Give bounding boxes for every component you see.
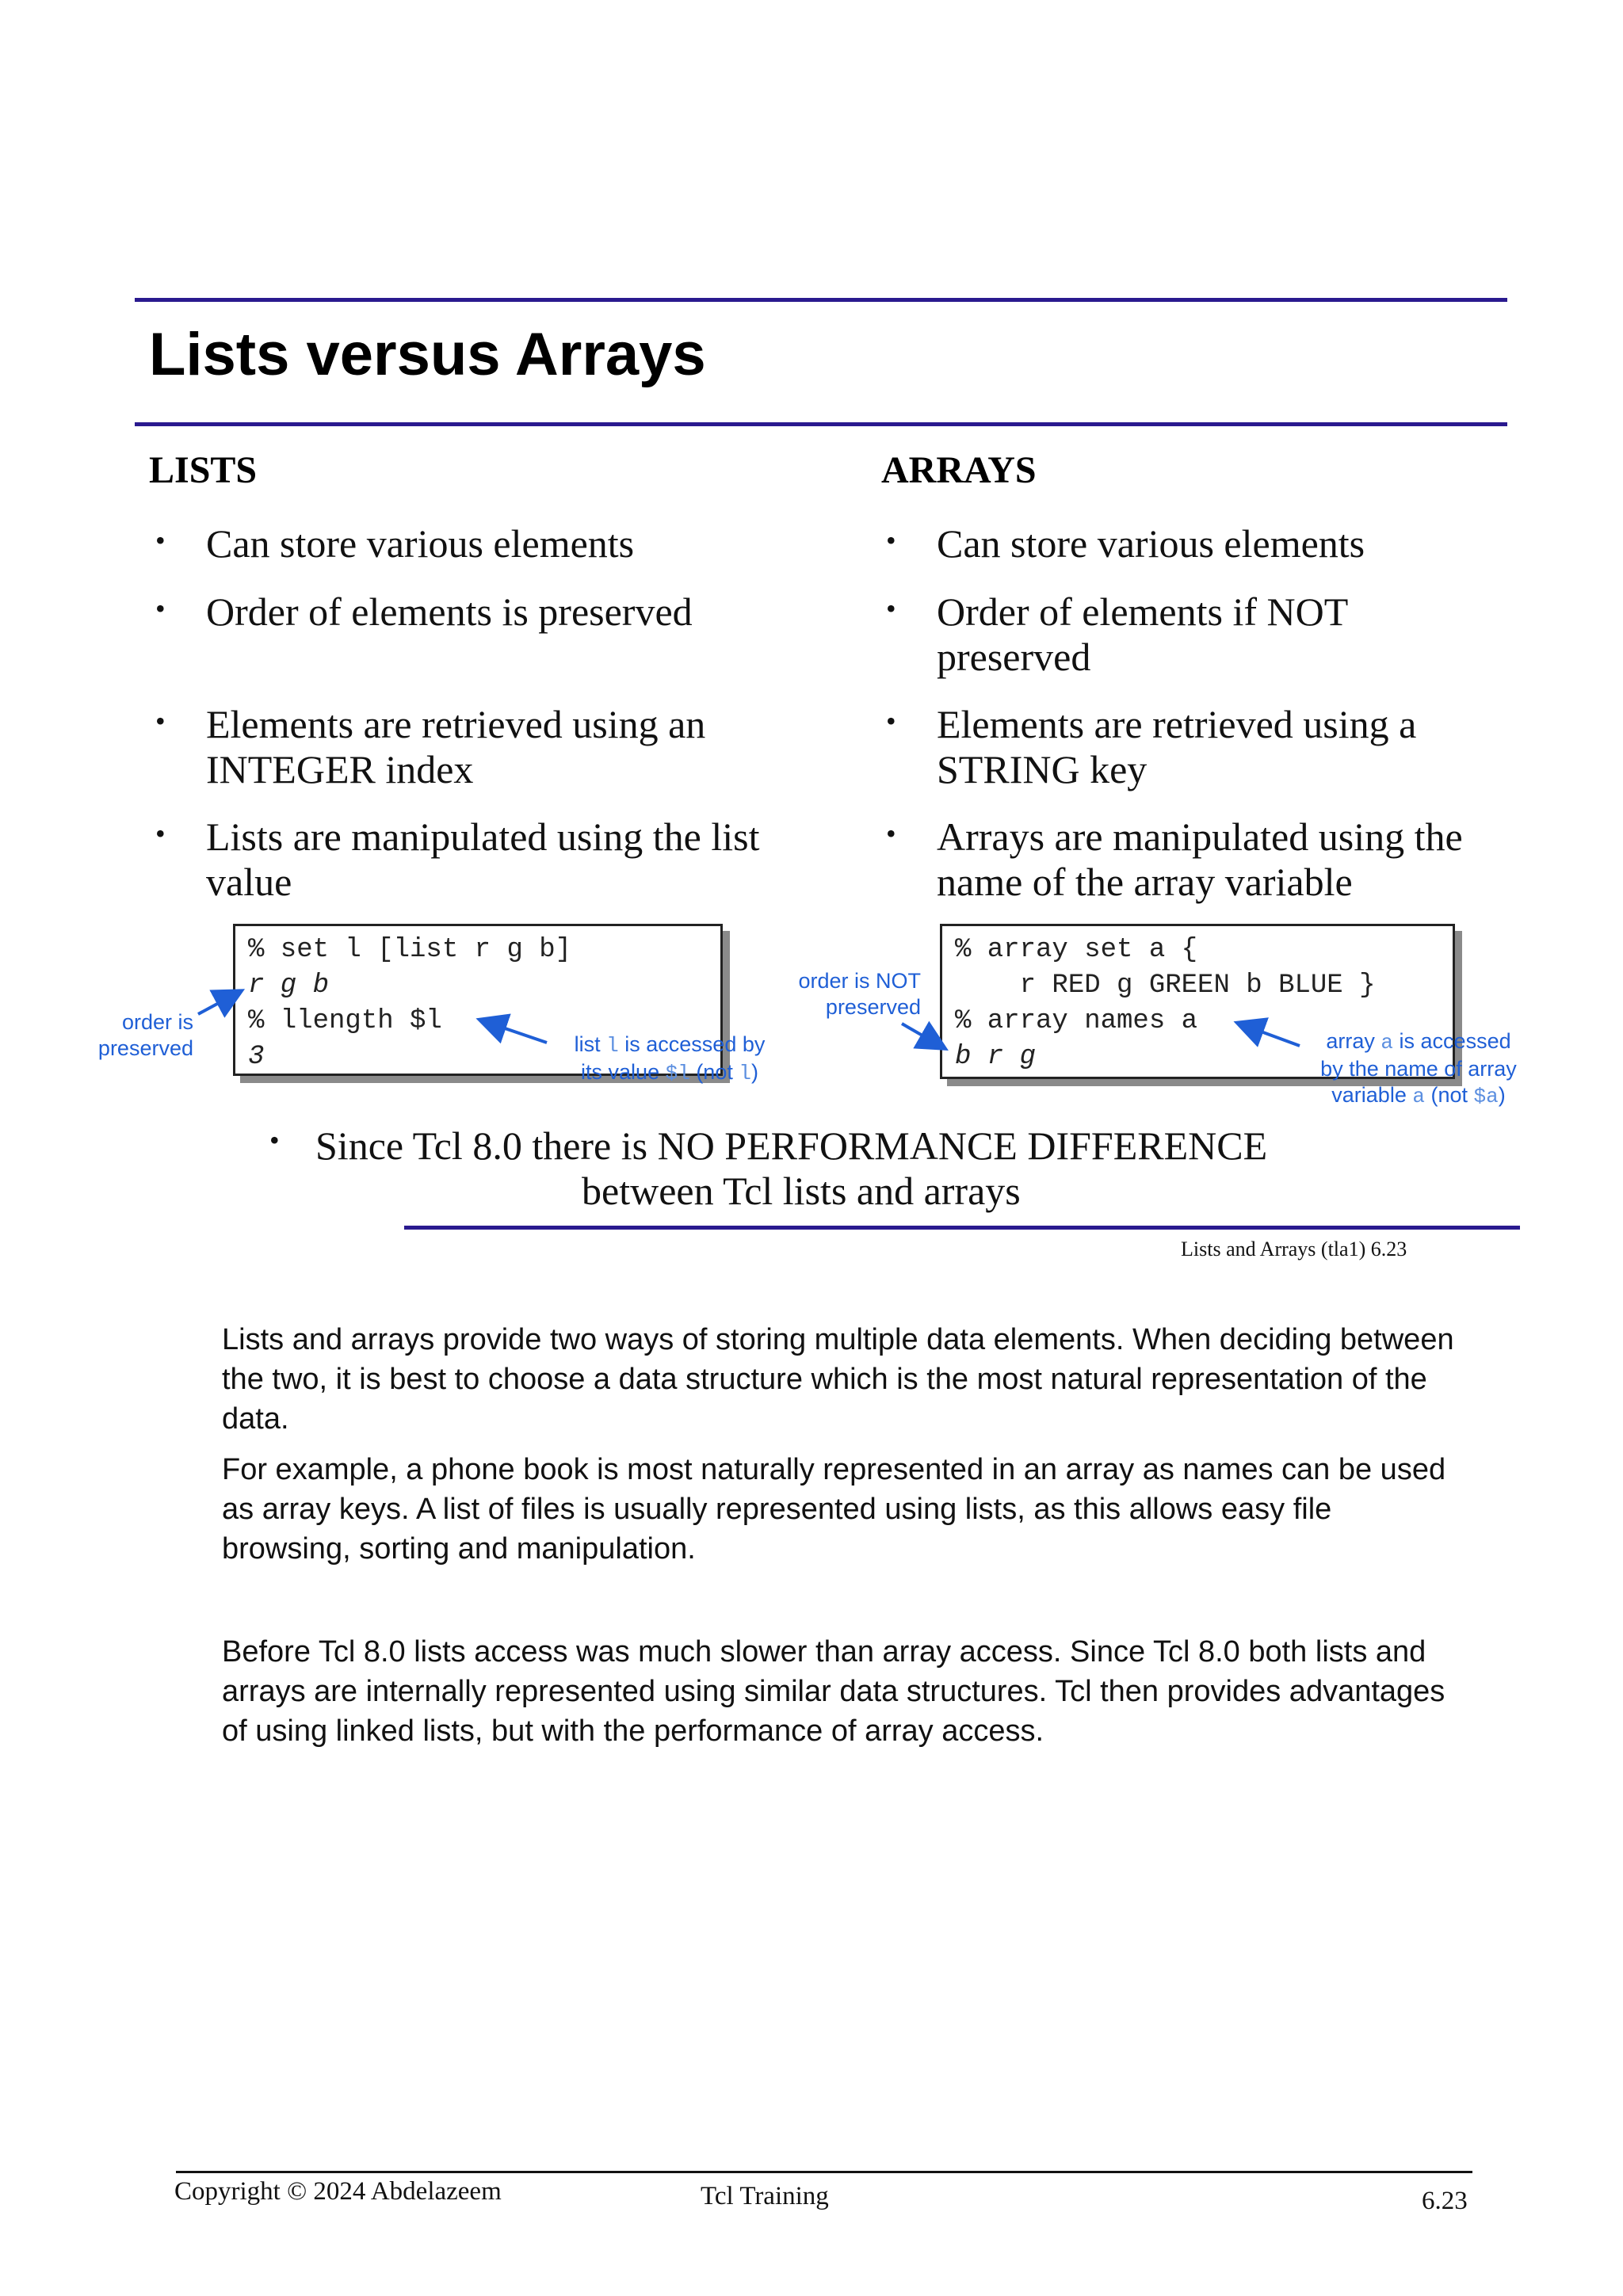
notes-paragraph-3: Before Tcl 8.0 lists access was much slower than array access. Since Tcl 8.0 both lists and arrays are internally represented using similar data structures. Tcl then provides advantages of using linked lists, but with the performance of array access.	[222, 1635, 1445, 1748]
code-line: % llength $l	[248, 1006, 442, 1036]
code-output: 3	[248, 1042, 265, 1072]
page-footer-rule	[176, 2171, 1472, 2173]
summary-bullet: Since Tcl 8.0 there is NO PERFORMANCE DIFFERENCE between Tcl lists and arrays	[315, 1123, 1268, 1213]
slide-title: Lists versus Arrays	[149, 321, 706, 388]
page-number: 6.23	[1422, 2187, 1468, 2215]
code-output: b r g	[955, 1042, 1037, 1072]
slide-bottom-rule	[404, 1226, 1520, 1230]
code-line: % array set a {	[955, 935, 1198, 965]
note-array-access: array a is accessed by the name of array variable a (not $a)	[1320, 1029, 1517, 1108]
notes-paragraph-2: For example, a phone book is most naturally represented in an array as names can be used as array keys. A list of files is usually represented using lists, as this allows easy file browsing, sorting and manipulation.	[222, 1453, 1446, 1566]
code-output: r g b	[248, 971, 330, 1001]
code-line: % set l [list r g b]	[248, 935, 572, 965]
arrow-order-preserved	[198, 992, 239, 1014]
course-name: Tcl Training	[701, 2182, 829, 2210]
arrow-array-access	[1239, 1024, 1300, 1046]
notes-paragraph-1: Lists and arrays provide two ways of storing multiple data elements. When deciding between the two, it is best to choose a data structure which is the most natural representation of the data.	[222, 1323, 1454, 1436]
arrays-heading: ARRAYS	[881, 449, 1037, 491]
note-list-access: list l is accessed by its value $l (not l)	[574, 1032, 766, 1085]
code-line: r RED g GREEN b BLUE }	[955, 971, 1376, 1001]
slide-footer: Lists and Arrays (tla1) 6.23	[1181, 1238, 1407, 1261]
code-line: % array names a	[955, 1006, 1198, 1036]
arrow-order-not-preserved	[902, 1024, 943, 1047]
note-order-preserved: order is preserved	[97, 1010, 193, 1060]
summary-bullet-dot: •	[269, 1124, 280, 1156]
lists-heading: LISTS	[149, 449, 258, 491]
arrow-list-access	[482, 1020, 547, 1043]
note-order-not-preserved: order is NOT preserved	[798, 969, 921, 1019]
copyright: Copyright © 2024 Abdelazeem	[174, 2177, 502, 2206]
